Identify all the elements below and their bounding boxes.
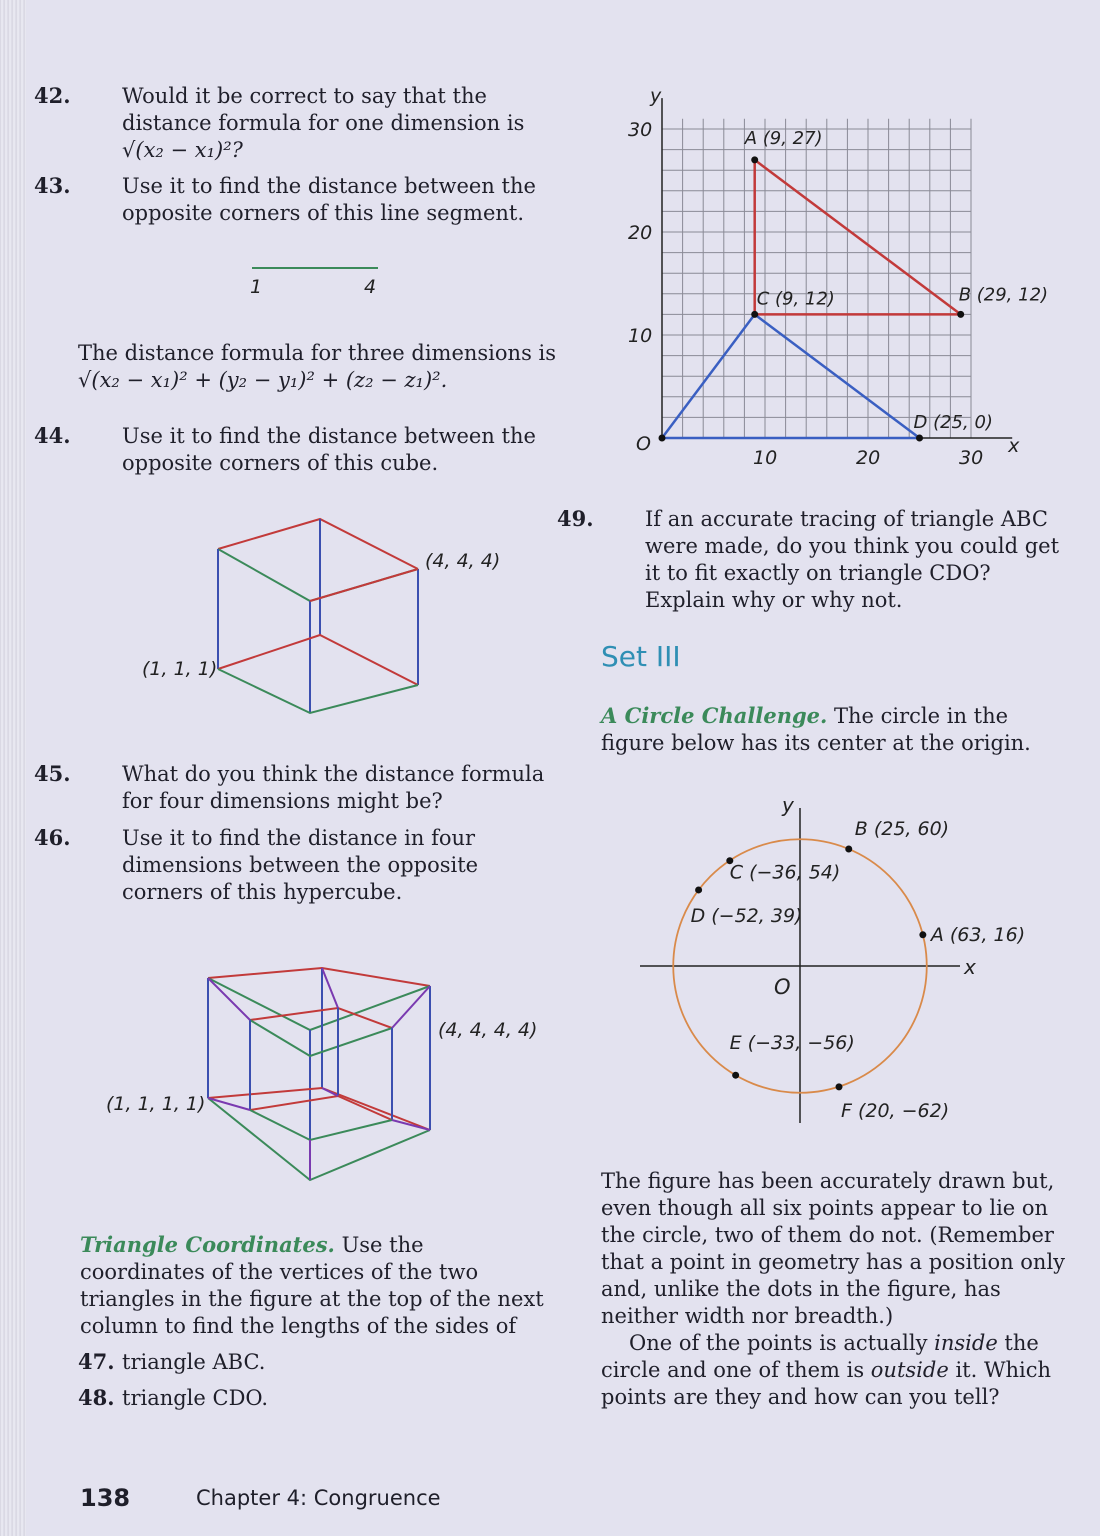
hypercube-low-corner-label: (1, 1, 1, 1) xyxy=(106,1093,206,1115)
question-46: 46. Use it to find the distance in four dimensions between the opposite corners of this hypercube. xyxy=(34,825,479,904)
vertex-point-c xyxy=(751,311,758,318)
point-label-f: F (20, −62) xyxy=(841,1099,950,1122)
point-label-e: E (−33, −56) xyxy=(729,1032,855,1055)
vertex-label-b: B (29, 12) xyxy=(958,284,1049,306)
point-label-c: C (−36, 54) xyxy=(729,861,841,884)
segment-left-label: 1 xyxy=(250,276,263,298)
y-tick-label: 20 xyxy=(628,222,653,244)
point-f xyxy=(836,1083,843,1090)
triangle-coordinates-heading: Triangle Coordinates. xyxy=(80,1232,335,1257)
x-axis-label: x xyxy=(1008,435,1020,457)
y-axis-label: y xyxy=(782,793,794,817)
segment-right-label: 4 xyxy=(364,276,377,298)
circle-coordinate-graph xyxy=(620,778,1080,1138)
vertex-point-b xyxy=(957,311,964,318)
three-dimension-formula-expression: √(x₂ − x₁)² + (y₂ − y₁)² + (z₂ − z₁)². xyxy=(78,368,448,392)
point-label-b: B (25, 60) xyxy=(854,818,950,840)
cube-high-corner-label: (4, 4, 4) xyxy=(425,550,501,572)
vertex-label-c: C (9, 12) xyxy=(756,288,835,310)
question-44: 44. Use it to find the distance between the opposite corners of this cube. xyxy=(34,423,536,475)
point-label-a: A (63, 16) xyxy=(930,923,1026,946)
hypercube-figure xyxy=(100,960,540,1195)
triangle-coordinates-intro: Triangle Coordinates. Use the coordinates of the vertices of the two triangles in the figure at the top of the next column to find the lengths of the sides of xyxy=(80,1232,544,1338)
x-axis-label: x xyxy=(964,955,976,979)
cube-low-corner-label: (1, 1, 1) xyxy=(142,658,218,680)
circle-challenge-intro: A Circle Challenge. The circle in the figure below has its center at the origin. xyxy=(601,703,1031,755)
point-a xyxy=(919,931,926,938)
vertex-label-d: D (25, 0) xyxy=(913,412,993,433)
circle-paragraph-2: One of the points is actually inside the circle and one of them is outside it. Which points are they and how can you tell? xyxy=(601,1331,1052,1409)
x-tick-label: 20 xyxy=(856,447,881,469)
cube-figure xyxy=(100,505,520,720)
set-heading: Set III xyxy=(601,640,681,673)
y-axis-label: y xyxy=(650,85,662,108)
question-45: 45. What do you think the distance formula for four dimensions might be? xyxy=(34,761,545,813)
point-label-d: D (−52, 39) xyxy=(690,904,803,927)
origin-point xyxy=(659,435,666,442)
question-48: 48. triangle CDO. xyxy=(78,1385,269,1410)
question-49: 49. If an accurate tracing of triangle ABC were made, do you think you could get it to fit exactly on triangle CDO? Explain why or why not. xyxy=(557,506,1060,612)
question-42-text: Would it be correct to say that the distance formula for one dimension is xyxy=(122,84,525,135)
y-tick-label: 30 xyxy=(628,119,653,141)
line-segment-figure xyxy=(240,258,400,302)
point-e xyxy=(732,1072,739,1079)
page-binding-edge xyxy=(0,0,26,1536)
origin-label: O xyxy=(636,433,651,455)
vertex-point-d xyxy=(916,435,923,442)
x-tick-label: 10 xyxy=(753,447,778,469)
chapter-title: Chapter 4: Congruence xyxy=(196,1486,441,1510)
question-43: 43. Use it to find the distance between the opposite corners of this line segment. xyxy=(34,173,536,225)
point-b xyxy=(845,846,852,853)
circle-challenge-heading: A Circle Challenge. xyxy=(601,703,828,728)
question-42: 42. Would it be correct to say that the distance formula for one dimension is √(x₂ − x₁)²? xyxy=(34,83,525,162)
three-dimension-formula: The distance formula for three dimensions is √(x₂ − x₁)² + (y₂ − y₁)² + (z₂ − z₁)². xyxy=(78,341,557,392)
page-number: 138 xyxy=(80,1484,131,1512)
point-d xyxy=(695,886,702,893)
circle-paragraph-1: The figure has been accurately drawn but, even though all six points appear to lie on the circle, two of them do not. (Remember that a point in geometry has a position only and, unlike the dots in the figure, has neither width nor breadth.) xyxy=(601,1169,1066,1328)
question-42-formula: √(x₂ − x₁)²? xyxy=(122,138,243,162)
question-47: 47. triangle ABC. xyxy=(78,1349,266,1374)
vertex-label-a: A (9, 27) xyxy=(744,127,823,149)
origin-label: O xyxy=(774,975,791,999)
hypercube-high-corner-label: (4, 4, 4, 4) xyxy=(438,1019,538,1041)
vertex-point-a xyxy=(751,156,758,163)
y-tick-label: 10 xyxy=(628,325,653,347)
x-tick-label: 30 xyxy=(959,447,984,469)
triangle-coordinate-graph xyxy=(620,78,1060,470)
